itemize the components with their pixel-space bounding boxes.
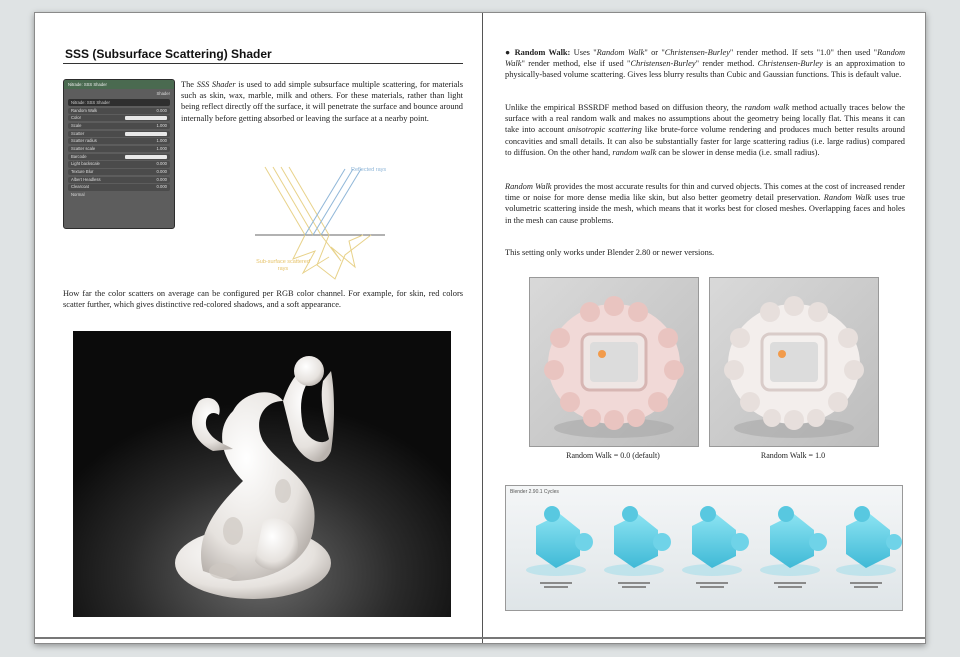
node-row-label: Scatter radius bbox=[71, 138, 97, 144]
node-row bbox=[68, 123, 170, 129]
cube-group-2 bbox=[604, 506, 671, 576]
node-row bbox=[68, 108, 170, 114]
cube-group-5 bbox=[836, 506, 902, 576]
node-title: Nitrade: SSS Shader bbox=[64, 80, 174, 89]
section-heading: SSS (Subsurface Scattering) Shader bbox=[65, 47, 272, 61]
node-row-value: 1.000 bbox=[156, 138, 167, 144]
color-swatch bbox=[125, 116, 167, 120]
cube-group-3 bbox=[682, 506, 749, 576]
node-row bbox=[68, 184, 170, 190]
subsurface-rays-label: Sub-surface scattered rays bbox=[256, 259, 310, 272]
node-row-value: 1.000 bbox=[156, 122, 167, 128]
color-scatter-paragraph: How far the color scatters on average can be configured per RGB color channel. For example, for skin, red colors scatter further, which gives distinctive red-colored shadows, and a soft appearance. bbox=[63, 289, 463, 310]
node-row bbox=[68, 115, 170, 121]
node-row bbox=[68, 169, 170, 175]
node-row-label: Light backscale bbox=[71, 161, 100, 167]
accuracy-paragraph: Random Walk provides the most accurate results for thin and curved objects. This comes at the cost of increased render time or noise for more dense media like skin, but also better geometry detail preservation. Random Walk uses true volumetric scattering inside the mesh, which means that it works best for closed meshes. Overlapping faces and holes in the mesh can cause problems. bbox=[505, 182, 905, 225]
color-swatch bbox=[125, 155, 167, 159]
page-divider bbox=[482, 13, 483, 643]
version-note: This setting only works under Blender 2.80 or newer versions. bbox=[505, 248, 715, 257]
node-row-value: 1.000 bbox=[156, 145, 167, 151]
bssrdf-paragraph: Unlike the empirical BSSRDF method based on diffusion theory, the random walk method actually traces below the surface with a real random walk and makes no assumptions about the geometry being locally flat. This means it can take into account anisotropic scattering like brute-force volume rendering and produces much better results around concavities and small details. It can also be substantially faster for large scattering radius (i.e. large radius) compared to diffusion. On the other hand, random walk can be slower in dense media (i.e. small radius). bbox=[505, 103, 906, 157]
node-row-label: Scatter scale bbox=[71, 145, 96, 151]
node-row-value: 0.000 bbox=[156, 169, 167, 174]
color-swatch bbox=[125, 132, 167, 136]
heading-rule bbox=[63, 63, 463, 64]
node-row bbox=[68, 154, 170, 160]
node-row-label: Color bbox=[71, 115, 82, 121]
book-spread bbox=[34, 12, 926, 644]
node-row bbox=[68, 177, 170, 183]
cube-group-1 bbox=[526, 506, 593, 576]
node-row bbox=[68, 131, 170, 137]
node-row-value: 0.000 bbox=[156, 176, 167, 182]
caption-random-walk-0: Random Walk = 0.0 (default) bbox=[566, 451, 660, 460]
node-row-label: Barcode bbox=[71, 153, 87, 159]
strip-title: Blender 2.90.1 Cycles bbox=[510, 489, 559, 495]
sss-shader-node-panel bbox=[63, 79, 175, 229]
intro-paragraph: The SSS Shader is used to add simple subsurface multiple scattering, for materials such as skin, wax, marble, milk and others. For these materials, rather than light being reflect directly off the surface, it will penetrate the surface and bounce around internally before getting absorbed or leaving the surface at a nearby point. bbox=[181, 80, 463, 123]
node-dropdown: Nitrade: SSS Shader bbox=[68, 99, 170, 106]
render-random-walk-0 bbox=[529, 277, 699, 447]
node-row-label: Texture Blur bbox=[71, 169, 94, 174]
caption-random-walk-1: Random Walk = 1.0 bbox=[760, 451, 826, 460]
scattering-diagram bbox=[245, 155, 395, 285]
cube-group-4 bbox=[760, 506, 827, 576]
node-row bbox=[68, 161, 170, 167]
render-random-walk-1 bbox=[709, 277, 879, 447]
reflected-rays bbox=[305, 169, 361, 235]
node-row bbox=[68, 138, 170, 144]
random-walk-paragraph: ● Random Walk: Uses "Random Walk" or "Christensen-Burley" render method. If sets "1.0" then used "Random Walk" render method, else if used "Christensen-Burley" render method. Christensen-Burley is an approximation to physically-based volume scattering. Gives less blurry results than Cubic and Gaussian functions. This is default value. bbox=[505, 48, 905, 80]
node-row-value: 0.000 bbox=[156, 184, 167, 190]
node-row-label: Random Walk bbox=[71, 107, 98, 113]
node-row-value: 0.000 bbox=[156, 161, 167, 167]
node-row bbox=[68, 192, 170, 198]
node-row-label: Normal bbox=[71, 192, 85, 198]
node-output-label: Shader bbox=[156, 91, 170, 96]
node-row-label: Clearcoat bbox=[71, 184, 89, 190]
cycles-cubes-strip bbox=[505, 485, 903, 611]
node-row-value: 0.000 bbox=[156, 107, 167, 113]
node-row-label: Scatter bbox=[71, 130, 85, 136]
dragon-render-image bbox=[73, 331, 451, 617]
node-row bbox=[68, 146, 170, 152]
reflected-rays-label: Reflected rays bbox=[351, 167, 387, 173]
cube-tiny-captions bbox=[540, 582, 882, 588]
node-row-label: Scale bbox=[71, 122, 82, 128]
bottom-rule bbox=[35, 637, 925, 639]
node-row-label: Albert Headless bbox=[71, 176, 101, 182]
